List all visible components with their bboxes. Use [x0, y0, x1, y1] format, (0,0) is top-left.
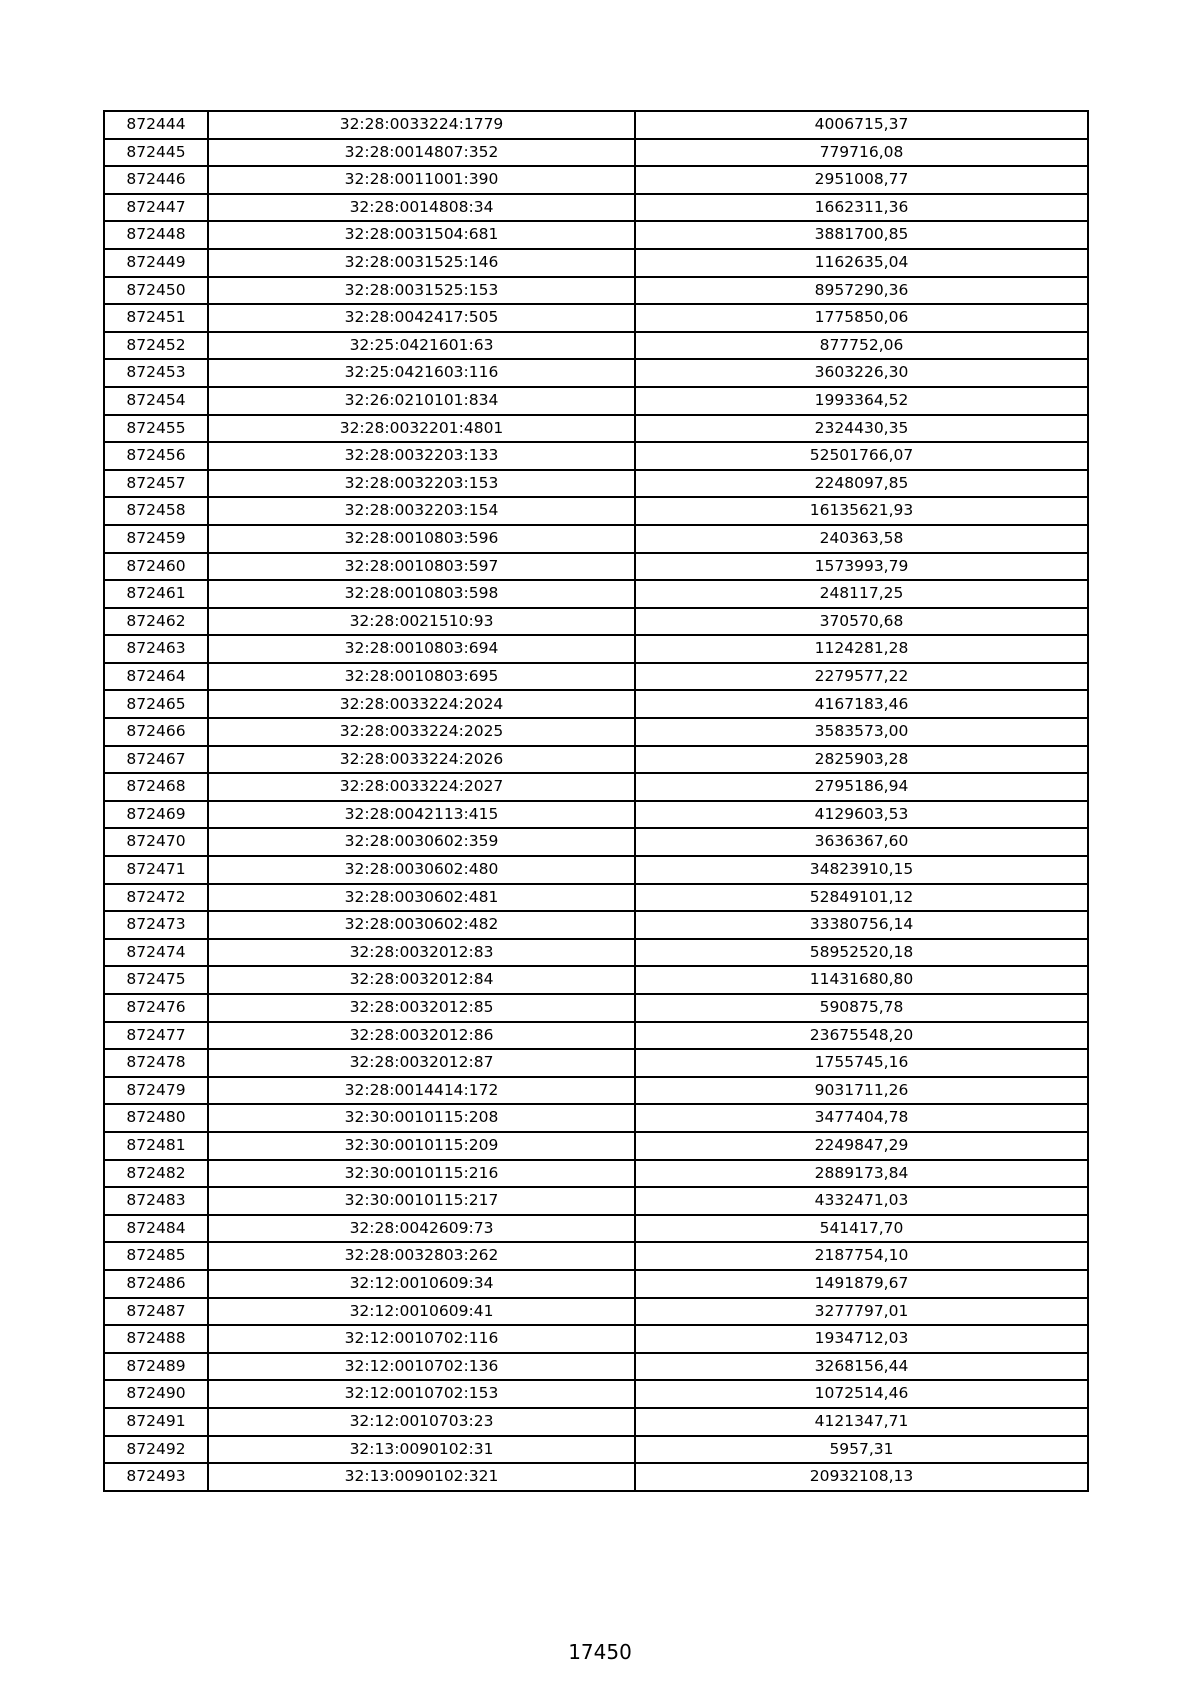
value-cell: 1162635,04	[635, 249, 1088, 277]
table-row	[104, 1270, 1088, 1298]
table-row	[104, 1077, 1088, 1105]
cadastral-number-cell: 32:28:0031525:153	[208, 277, 635, 305]
table-row	[104, 746, 1088, 774]
cadastral-number-cell: 32:12:0010609:34	[208, 1270, 635, 1298]
value-cell: 20932108,13	[635, 1463, 1088, 1491]
row-number-cell: 872474	[104, 939, 208, 967]
row-number-cell: 872446	[104, 166, 208, 194]
table-row	[104, 966, 1088, 994]
row-number-cell: 872459	[104, 525, 208, 553]
table-row	[104, 1215, 1088, 1243]
value-cell: 779716,08	[635, 139, 1088, 167]
table-row	[104, 1104, 1088, 1132]
value-cell: 2889173,84	[635, 1160, 1088, 1188]
cadastral-number-cell: 32:28:0010803:596	[208, 525, 635, 553]
cadastral-number-cell: 32:28:0032012:86	[208, 1022, 635, 1050]
cadastral-number-cell: 32:28:0032012:84	[208, 966, 635, 994]
row-number-cell: 872488	[104, 1325, 208, 1353]
value-cell: 3636367,60	[635, 828, 1088, 856]
cadastral-number-cell: 32:26:0210101:834	[208, 387, 635, 415]
row-number-cell: 872483	[104, 1187, 208, 1215]
row-number-cell: 872445	[104, 139, 208, 167]
table-row	[104, 911, 1088, 939]
value-cell: 11431680,80	[635, 966, 1088, 994]
cadastral-number-cell: 32:28:0010803:694	[208, 635, 635, 663]
row-number-cell: 872462	[104, 608, 208, 636]
value-cell: 4167183,46	[635, 690, 1088, 718]
table-row	[104, 497, 1088, 525]
table-row	[104, 442, 1088, 470]
table-row	[104, 359, 1088, 387]
table-row	[104, 277, 1088, 305]
table-row	[104, 525, 1088, 553]
value-cell: 1775850,06	[635, 304, 1088, 332]
table-row	[104, 553, 1088, 581]
cadastral-number-cell: 32:28:0033224:2024	[208, 690, 635, 718]
table-row	[104, 1325, 1088, 1353]
cadastral-number-cell: 32:28:0031504:681	[208, 221, 635, 249]
value-cell: 4121347,71	[635, 1408, 1088, 1436]
row-number-cell: 872444	[104, 111, 208, 139]
row-number-cell: 872489	[104, 1353, 208, 1381]
row-number-cell: 872466	[104, 718, 208, 746]
row-number-cell: 872473	[104, 911, 208, 939]
table-row	[104, 415, 1088, 443]
cadastral-number-cell: 32:12:0010702:136	[208, 1353, 635, 1381]
row-number-cell: 872470	[104, 828, 208, 856]
row-number-cell: 872452	[104, 332, 208, 360]
table-row	[104, 718, 1088, 746]
value-cell: 34823910,15	[635, 856, 1088, 884]
cadastral-number-cell: 32:28:0014807:352	[208, 139, 635, 167]
cadastral-number-cell: 32:30:0010115:216	[208, 1160, 635, 1188]
table-row	[104, 249, 1088, 277]
value-cell: 3277797,01	[635, 1298, 1088, 1326]
cadastral-number-cell: 32:28:0032201:4801	[208, 415, 635, 443]
cadastral-number-cell: 32:28:0042113:415	[208, 801, 635, 829]
value-cell: 370570,68	[635, 608, 1088, 636]
cadastral-number-cell: 32:28:0032203:154	[208, 497, 635, 525]
row-number-cell: 872448	[104, 221, 208, 249]
cadastral-number-cell: 32:28:0033224:2027	[208, 773, 635, 801]
cadastral-number-cell: 32:28:0014414:172	[208, 1077, 635, 1105]
value-cell: 248117,25	[635, 580, 1088, 608]
value-cell: 52849101,12	[635, 884, 1088, 912]
value-cell: 33380756,14	[635, 911, 1088, 939]
cadastral-number-cell: 32:13:0090102:31	[208, 1436, 635, 1464]
table-row	[104, 994, 1088, 1022]
cadastral-number-cell: 32:13:0090102:321	[208, 1463, 635, 1491]
table-row	[104, 1380, 1088, 1408]
value-cell: 3477404,78	[635, 1104, 1088, 1132]
cadastral-number-cell: 32:28:0021510:93	[208, 608, 635, 636]
cadastral-number-cell: 32:28:0030602:482	[208, 911, 635, 939]
row-number-cell: 872464	[104, 663, 208, 691]
cadastral-number-cell: 32:30:0010115:209	[208, 1132, 635, 1160]
table-row	[104, 773, 1088, 801]
value-cell: 23675548,20	[635, 1022, 1088, 1050]
value-cell: 2795186,94	[635, 773, 1088, 801]
value-cell: 3583573,00	[635, 718, 1088, 746]
value-cell: 3603226,30	[635, 359, 1088, 387]
value-cell: 2248097,85	[635, 470, 1088, 498]
value-cell: 2951008,77	[635, 166, 1088, 194]
cadastral-number-cell: 32:30:0010115:217	[208, 1187, 635, 1215]
row-number-cell: 872484	[104, 1215, 208, 1243]
row-number-cell: 872475	[104, 966, 208, 994]
table-row	[104, 608, 1088, 636]
cadastral-number-cell: 32:28:0010803:695	[208, 663, 635, 691]
value-cell: 4129603,53	[635, 801, 1088, 829]
cadastral-number-cell: 32:28:0033224:2026	[208, 746, 635, 774]
value-cell: 8957290,36	[635, 277, 1088, 305]
row-number-cell: 872487	[104, 1298, 208, 1326]
row-number-cell: 872456	[104, 442, 208, 470]
row-number-cell: 872460	[104, 553, 208, 581]
value-cell: 3881700,85	[635, 221, 1088, 249]
value-cell: 1491879,67	[635, 1270, 1088, 1298]
table-row	[104, 139, 1088, 167]
cadastral-number-cell: 32:28:0030602:481	[208, 884, 635, 912]
cadastral-number-cell: 32:28:0031525:146	[208, 249, 635, 277]
cadastral-number-cell: 32:28:0032012:87	[208, 1049, 635, 1077]
table-row	[104, 1408, 1088, 1436]
cadastral-number-cell: 32:12:0010702:153	[208, 1380, 635, 1408]
table-row	[104, 1436, 1088, 1464]
value-cell: 9031711,26	[635, 1077, 1088, 1105]
table-row	[104, 1022, 1088, 1050]
value-cell: 4006715,37	[635, 111, 1088, 139]
cadastral-number-cell: 32:28:0011001:390	[208, 166, 635, 194]
value-cell: 877752,06	[635, 332, 1088, 360]
value-cell: 1755745,16	[635, 1049, 1088, 1077]
row-number-cell: 872457	[104, 470, 208, 498]
cadastral-number-cell: 32:28:0030602:359	[208, 828, 635, 856]
row-number-cell: 872450	[104, 277, 208, 305]
table-row	[104, 221, 1088, 249]
value-cell: 1662311,36	[635, 194, 1088, 222]
cadastral-number-cell: 32:28:0032012:83	[208, 939, 635, 967]
value-cell: 590875,78	[635, 994, 1088, 1022]
value-cell: 52501766,07	[635, 442, 1088, 470]
value-cell: 1124281,28	[635, 635, 1088, 663]
table-row	[104, 111, 1088, 139]
table-row	[104, 470, 1088, 498]
cadastral-number-cell: 32:25:0421601:63	[208, 332, 635, 360]
cadastral-number-cell: 32:12:0010702:116	[208, 1325, 635, 1353]
row-number-cell: 872451	[104, 304, 208, 332]
cadastral-number-cell: 32:28:0032203:133	[208, 442, 635, 470]
table-row	[104, 856, 1088, 884]
row-number-cell: 872461	[104, 580, 208, 608]
table-row	[104, 1242, 1088, 1270]
row-number-cell: 872454	[104, 387, 208, 415]
value-cell: 2249847,29	[635, 1132, 1088, 1160]
value-cell: 2279577,22	[635, 663, 1088, 691]
row-number-cell: 872480	[104, 1104, 208, 1132]
table-row	[104, 580, 1088, 608]
cadastral-number-cell: 32:28:0032203:153	[208, 470, 635, 498]
cadastral-number-cell: 32:12:0010609:41	[208, 1298, 635, 1326]
table-row	[104, 332, 1088, 360]
value-cell: 541417,70	[635, 1215, 1088, 1243]
row-number-cell: 872471	[104, 856, 208, 884]
table-row	[104, 387, 1088, 415]
cadastral-number-cell: 32:28:0010803:597	[208, 553, 635, 581]
cadastral-number-cell: 32:28:0030602:480	[208, 856, 635, 884]
value-cell: 1072514,46	[635, 1380, 1088, 1408]
row-number-cell: 872468	[104, 773, 208, 801]
row-number-cell: 872453	[104, 359, 208, 387]
row-number-cell: 872479	[104, 1077, 208, 1105]
table-row	[104, 828, 1088, 856]
table-row	[104, 1463, 1088, 1491]
value-cell: 1934712,03	[635, 1325, 1088, 1353]
cadastral-number-cell: 32:28:0042609:73	[208, 1215, 635, 1243]
row-number-cell: 872465	[104, 690, 208, 718]
row-number-cell: 872463	[104, 635, 208, 663]
table-body	[104, 111, 1088, 1491]
value-cell: 1993364,52	[635, 387, 1088, 415]
table-row	[104, 1132, 1088, 1160]
cadastral-number-cell: 32:12:0010703:23	[208, 1408, 635, 1436]
cadastral-number-cell: 32:30:0010115:208	[208, 1104, 635, 1132]
row-number-cell: 872458	[104, 497, 208, 525]
data-table	[103, 110, 1089, 1492]
row-number-cell: 872493	[104, 1463, 208, 1491]
row-number-cell: 872478	[104, 1049, 208, 1077]
table-row	[104, 939, 1088, 967]
row-number-cell: 872477	[104, 1022, 208, 1050]
table-row	[104, 635, 1088, 663]
value-cell: 1573993,79	[635, 553, 1088, 581]
cadastral-number-cell: 32:28:0010803:598	[208, 580, 635, 608]
table-row	[104, 1298, 1088, 1326]
value-cell: 2825903,28	[635, 746, 1088, 774]
value-cell: 2187754,10	[635, 1242, 1088, 1270]
page-number: 17450	[568, 1640, 632, 1664]
table-row	[104, 304, 1088, 332]
value-cell: 58952520,18	[635, 939, 1088, 967]
row-number-cell: 872490	[104, 1380, 208, 1408]
table-row	[104, 194, 1088, 222]
table-row	[104, 1187, 1088, 1215]
value-cell: 16135621,93	[635, 497, 1088, 525]
table-row	[104, 1353, 1088, 1381]
row-number-cell: 872447	[104, 194, 208, 222]
table-row	[104, 884, 1088, 912]
row-number-cell: 872485	[104, 1242, 208, 1270]
row-number-cell: 872492	[104, 1436, 208, 1464]
cadastral-number-cell: 32:28:0033224:1779	[208, 111, 635, 139]
value-cell: 3268156,44	[635, 1353, 1088, 1381]
table-row	[104, 1160, 1088, 1188]
table-row	[104, 1049, 1088, 1077]
value-cell: 2324430,35	[635, 415, 1088, 443]
row-number-cell: 872469	[104, 801, 208, 829]
cadastral-number-cell: 32:28:0032803:262	[208, 1242, 635, 1270]
row-number-cell: 872455	[104, 415, 208, 443]
row-number-cell: 872449	[104, 249, 208, 277]
cadastral-number-cell: 32:28:0042417:505	[208, 304, 635, 332]
row-number-cell: 872472	[104, 884, 208, 912]
row-number-cell: 872486	[104, 1270, 208, 1298]
value-cell: 4332471,03	[635, 1187, 1088, 1215]
table-row	[104, 166, 1088, 194]
row-number-cell: 872481	[104, 1132, 208, 1160]
table-row	[104, 663, 1088, 691]
table-row	[104, 690, 1088, 718]
cadastral-number-cell: 32:28:0033224:2025	[208, 718, 635, 746]
cadastral-number-cell: 32:25:0421603:116	[208, 359, 635, 387]
cadastral-number-cell: 32:28:0014808:34	[208, 194, 635, 222]
value-cell: 240363,58	[635, 525, 1088, 553]
row-number-cell: 872467	[104, 746, 208, 774]
value-cell: 5957,31	[635, 1436, 1088, 1464]
cadastral-number-cell: 32:28:0032012:85	[208, 994, 635, 1022]
row-number-cell: 872491	[104, 1408, 208, 1436]
table-row	[104, 801, 1088, 829]
row-number-cell: 872482	[104, 1160, 208, 1188]
row-number-cell: 872476	[104, 994, 208, 1022]
